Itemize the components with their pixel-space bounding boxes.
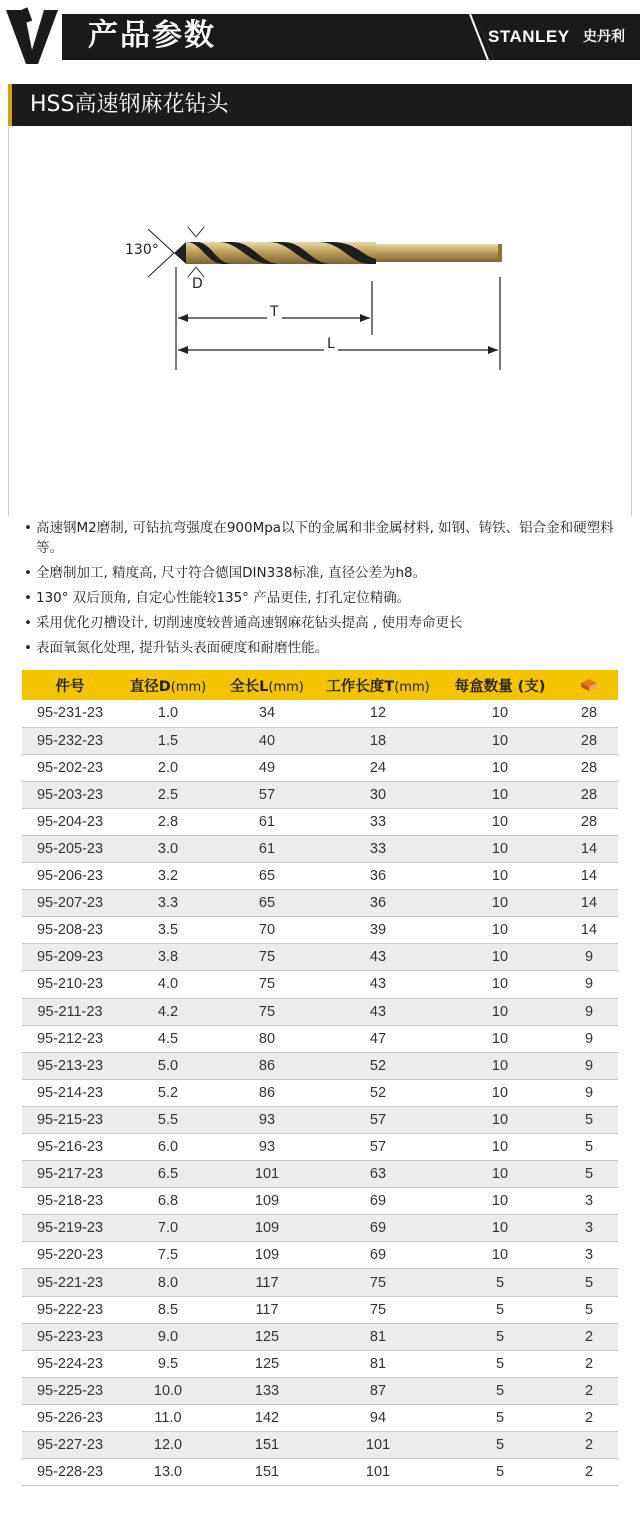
cell-work-length: 69 [316,1242,440,1269]
cell-length: 80 [218,1025,316,1052]
cell-part: 95-219-23 [22,1215,118,1242]
cell-work-length: 36 [316,863,440,890]
cell-part: 95-213-23 [22,1052,118,1079]
cell-length: 109 [218,1215,316,1242]
cell-length: 93 [218,1134,316,1161]
cell-part: 95-231-23 [22,700,118,727]
cell-part: 95-209-23 [22,944,118,971]
table-row [22,1052,618,1079]
cell-length: 125 [218,1350,316,1377]
cell-box-qty: 3 [560,1242,618,1269]
cell-box-qty: 5 [560,1296,618,1323]
cell-part: 95-227-23 [22,1432,118,1459]
cell-qty: 10 [440,727,560,754]
cell-box-qty: 9 [560,1079,618,1106]
cell-box-qty: 5 [560,1106,618,1133]
cell-work-length: 87 [316,1377,440,1404]
cell-part: 95-222-23 [22,1296,118,1323]
cell-qty: 5 [440,1459,560,1486]
cell-work-length: 69 [316,1215,440,1242]
cell-diameter: 9.5 [118,1350,218,1377]
drill-bit-diagram [118,205,518,375]
cell-box-qty: 28 [560,727,618,754]
cell-qty: 10 [440,1161,560,1188]
cell-work-length: 94 [316,1404,440,1431]
cell-length: 75 [218,944,316,971]
table-row [22,1432,618,1459]
cell-qty: 10 [440,1215,560,1242]
cell-box-qty: 14 [560,863,618,890]
header-part: 件号 [22,670,118,700]
cell-work-length: 47 [316,1025,440,1052]
cell-box-qty: 2 [560,1377,618,1404]
cell-length: 61 [218,835,316,862]
cell-diameter: 2.8 [118,808,218,835]
cell-part: 95-217-23 [22,1161,118,1188]
cell-diameter: 5.2 [118,1079,218,1106]
table-row [22,998,618,1025]
cell-part: 95-206-23 [22,863,118,890]
cell-qty: 10 [440,700,560,727]
cell-box-qty: 28 [560,700,618,727]
cell-part: 95-204-23 [22,808,118,835]
table-row [22,1025,618,1052]
cell-diameter: 8.5 [118,1296,218,1323]
cell-part: 95-203-23 [22,781,118,808]
cell-work-length: 101 [316,1459,440,1486]
cell-work-length: 75 [316,1296,440,1323]
cell-part: 95-226-23 [22,1404,118,1431]
cell-qty: 10 [440,863,560,890]
header-work-length: 工作长度T(mm) [316,670,440,700]
table-row [22,1242,618,1269]
cell-diameter: 7.0 [118,1215,218,1242]
cell-qty: 5 [440,1377,560,1404]
table-row [22,1079,618,1106]
cell-diameter: 3.5 [118,917,218,944]
cell-box-qty: 14 [560,835,618,862]
cell-diameter: 9.0 [118,1323,218,1350]
cell-part: 95-224-23 [22,1350,118,1377]
cell-qty: 10 [440,971,560,998]
cell-work-length: 81 [316,1350,440,1377]
cell-box-qty: 5 [560,1134,618,1161]
cell-box-qty: 14 [560,890,618,917]
cell-diameter: 6.5 [118,1161,218,1188]
table-row [22,1269,618,1296]
cell-box-qty: 9 [560,971,618,998]
cell-qty: 10 [440,1188,560,1215]
cell-qty: 5 [440,1432,560,1459]
cell-work-length: 52 [316,1079,440,1106]
cell-box-qty: 14 [560,917,618,944]
cell-diameter: 1.0 [118,700,218,727]
cell-box-qty: 5 [560,1269,618,1296]
cell-diameter: 2.0 [118,754,218,781]
cell-work-length: 69 [316,1188,440,1215]
cell-diameter: 1.5 [118,727,218,754]
cell-part: 95-216-23 [22,1134,118,1161]
table-row [22,754,618,781]
cell-work-length: 63 [316,1161,440,1188]
stanley-v-hammer-icon [4,6,60,66]
cell-box-qty: 28 [560,754,618,781]
table-row [22,863,618,890]
table-row [22,917,618,944]
cell-work-length: 43 [316,971,440,998]
angle-label: 130° [125,242,159,258]
cell-work-length: 57 [316,1106,440,1133]
table-row [22,1106,618,1133]
table-row [22,727,618,754]
product-name: HSS高速钢麻花钻头 [30,92,229,117]
cell-length: 109 [218,1188,316,1215]
cell-box-qty: 2 [560,1432,618,1459]
cell-part: 95-218-23 [22,1188,118,1215]
table-row [22,700,618,727]
cell-box-qty: 9 [560,1052,618,1079]
cell-work-length: 75 [316,1269,440,1296]
cell-length: 109 [218,1242,316,1269]
work-length-label: T [267,304,282,320]
table-row [22,835,618,862]
cell-diameter: 11.0 [118,1404,218,1431]
table-row [22,971,618,998]
table-header-row [22,670,618,700]
cell-box-qty: 2 [560,1404,618,1431]
cell-diameter: 2.5 [118,781,218,808]
cell-part: 95-202-23 [22,754,118,781]
cell-length: 40 [218,727,316,754]
cell-qty: 10 [440,835,560,862]
cell-diameter: 4.5 [118,1025,218,1052]
cell-part: 95-223-23 [22,1323,118,1350]
cell-work-length: 81 [316,1323,440,1350]
table-row [22,1296,618,1323]
cell-qty: 10 [440,890,560,917]
cell-work-length: 12 [316,700,440,727]
cell-qty: 10 [440,1052,560,1079]
cell-qty: 5 [440,1269,560,1296]
diameter-label: D [192,276,203,292]
cell-diameter: 8.0 [118,1269,218,1296]
table-row [22,1161,618,1188]
cell-diameter: 7.5 [118,1242,218,1269]
cell-length: 117 [218,1269,316,1296]
feature-item: • 高速钢M2磨制, 可钻抗弯强度在900Mpa以下的金属和非金属材料, 如钢、铸铁、铝合金和硬塑料等。 [24,518,630,558]
cell-box-qty: 28 [560,808,618,835]
cell-work-length: 39 [316,917,440,944]
cell-box-qty: 9 [560,998,618,1025]
cell-qty: 5 [440,1296,560,1323]
cell-length: 70 [218,917,316,944]
cell-work-length: 43 [316,944,440,971]
cell-part: 95-205-23 [22,835,118,862]
cell-part: 95-225-23 [22,1377,118,1404]
page-title: 产品参数 [88,18,216,53]
cell-work-length: 101 [316,1432,440,1459]
cell-box-qty: 3 [560,1215,618,1242]
cell-length: 61 [218,808,316,835]
cell-box-qty: 9 [560,944,618,971]
cell-work-length: 24 [316,754,440,781]
cell-diameter: 5.0 [118,1052,218,1079]
cell-qty: 5 [440,1404,560,1431]
cell-length: 101 [218,1161,316,1188]
cell-part: 95-208-23 [22,917,118,944]
table-body [22,700,618,1486]
cell-part: 95-221-23 [22,1269,118,1296]
cell-diameter: 13.0 [118,1459,218,1486]
cell-work-length: 36 [316,890,440,917]
table-row [22,1215,618,1242]
product-title-bar [8,84,632,126]
feature-item: • 采用优化刃槽设计, 切削速度较普通高速钢麻花钻头提高 , 使用寿命更长 [24,613,630,633]
cell-qty: 10 [440,754,560,781]
header-qty: 每盒数量 (支) [440,670,560,700]
header-diameter: 直径D(mm) [118,670,218,700]
title-accent [8,84,12,126]
cell-work-length: 43 [316,998,440,1025]
cell-part: 95-210-23 [22,971,118,998]
cell-length: 57 [218,781,316,808]
cell-part: 95-212-23 [22,1025,118,1052]
cell-length: 151 [218,1432,316,1459]
table-row [22,1188,618,1215]
cell-length: 49 [218,754,316,781]
cell-part: 95-211-23 [22,998,118,1025]
cell-qty: 10 [440,808,560,835]
spec-table [22,670,618,1486]
cell-work-length: 57 [316,1134,440,1161]
cell-work-length: 33 [316,835,440,862]
cell-length: 86 [218,1052,316,1079]
cell-diameter: 12.0 [118,1432,218,1459]
cell-diameter: 6.8 [118,1188,218,1215]
table-row [22,944,618,971]
cell-diameter: 4.2 [118,998,218,1025]
cell-diameter: 3.3 [118,890,218,917]
cell-diameter: 3.0 [118,835,218,862]
cell-diameter: 4.0 [118,971,218,998]
cell-length: 75 [218,998,316,1025]
cell-length: 151 [218,1459,316,1486]
feature-item: • 表面氧氮化处理, 提升钻头表面硬度和耐磨性能。 [24,638,630,658]
cell-diameter: 5.5 [118,1106,218,1133]
cell-part: 95-207-23 [22,890,118,917]
cell-length: 93 [218,1106,316,1133]
cell-box-qty: 9 [560,1025,618,1052]
cell-length: 75 [218,971,316,998]
cell-work-length: 33 [316,808,440,835]
cell-part: 95-215-23 [22,1106,118,1133]
cell-qty: 10 [440,1079,560,1106]
cell-qty: 5 [440,1350,560,1377]
cell-qty: 10 [440,1134,560,1161]
cell-qty: 10 [440,1242,560,1269]
cell-box-qty: 3 [560,1188,618,1215]
cell-diameter: 3.8 [118,944,218,971]
cell-length: 34 [218,700,316,727]
cell-box-qty: 2 [560,1323,618,1350]
top-header [0,0,640,72]
cell-diameter: 10.0 [118,1377,218,1404]
cell-length: 86 [218,1079,316,1106]
box-icon [580,678,598,692]
total-length-label: L [324,336,338,352]
cell-qty: 5 [440,1323,560,1350]
table-row [22,1134,618,1161]
cell-length: 65 [218,890,316,917]
cell-work-length: 52 [316,1052,440,1079]
table-row [22,890,618,917]
table-row [22,808,618,835]
table-row [22,1377,618,1404]
cell-part: 95-220-23 [22,1242,118,1269]
cell-qty: 10 [440,998,560,1025]
header-box [560,670,618,700]
cell-box-qty: 2 [560,1350,618,1377]
cell-qty: 10 [440,944,560,971]
cell-box-qty: 2 [560,1459,618,1486]
feature-item: • 全磨制加工, 精度高, 尺寸符合德国DIN338标准, 直径公差为h8。 [24,563,630,583]
cell-length: 65 [218,863,316,890]
cell-box-qty: 5 [560,1161,618,1188]
cell-part: 95-228-23 [22,1459,118,1486]
cell-length: 133 [218,1377,316,1404]
cell-diameter: 6.0 [118,1134,218,1161]
cell-qty: 10 [440,1025,560,1052]
brand-name: STANLEY [488,27,570,46]
cell-length: 125 [218,1323,316,1350]
cell-qty: 10 [440,1106,560,1133]
cell-work-length: 18 [316,727,440,754]
table-row [22,1459,618,1486]
table-row [22,781,618,808]
cell-length: 117 [218,1296,316,1323]
table-row [22,1323,618,1350]
cell-box-qty: 28 [560,781,618,808]
table-row [22,1350,618,1377]
feature-list [24,518,630,663]
table-row [22,1404,618,1431]
cell-part: 95-214-23 [22,1079,118,1106]
brand-name-cn: 史丹利 [583,29,625,45]
feature-item: • 130° 双后顶角, 自定心性能较135° 产品更佳, 打孔定位精确。 [24,588,630,608]
cell-length: 142 [218,1404,316,1431]
cell-work-length: 30 [316,781,440,808]
header-length: 全长L(mm) [218,670,316,700]
cell-part: 95-232-23 [22,727,118,754]
cell-diameter: 3.2 [118,863,218,890]
cell-qty: 10 [440,781,560,808]
cell-qty: 10 [440,917,560,944]
